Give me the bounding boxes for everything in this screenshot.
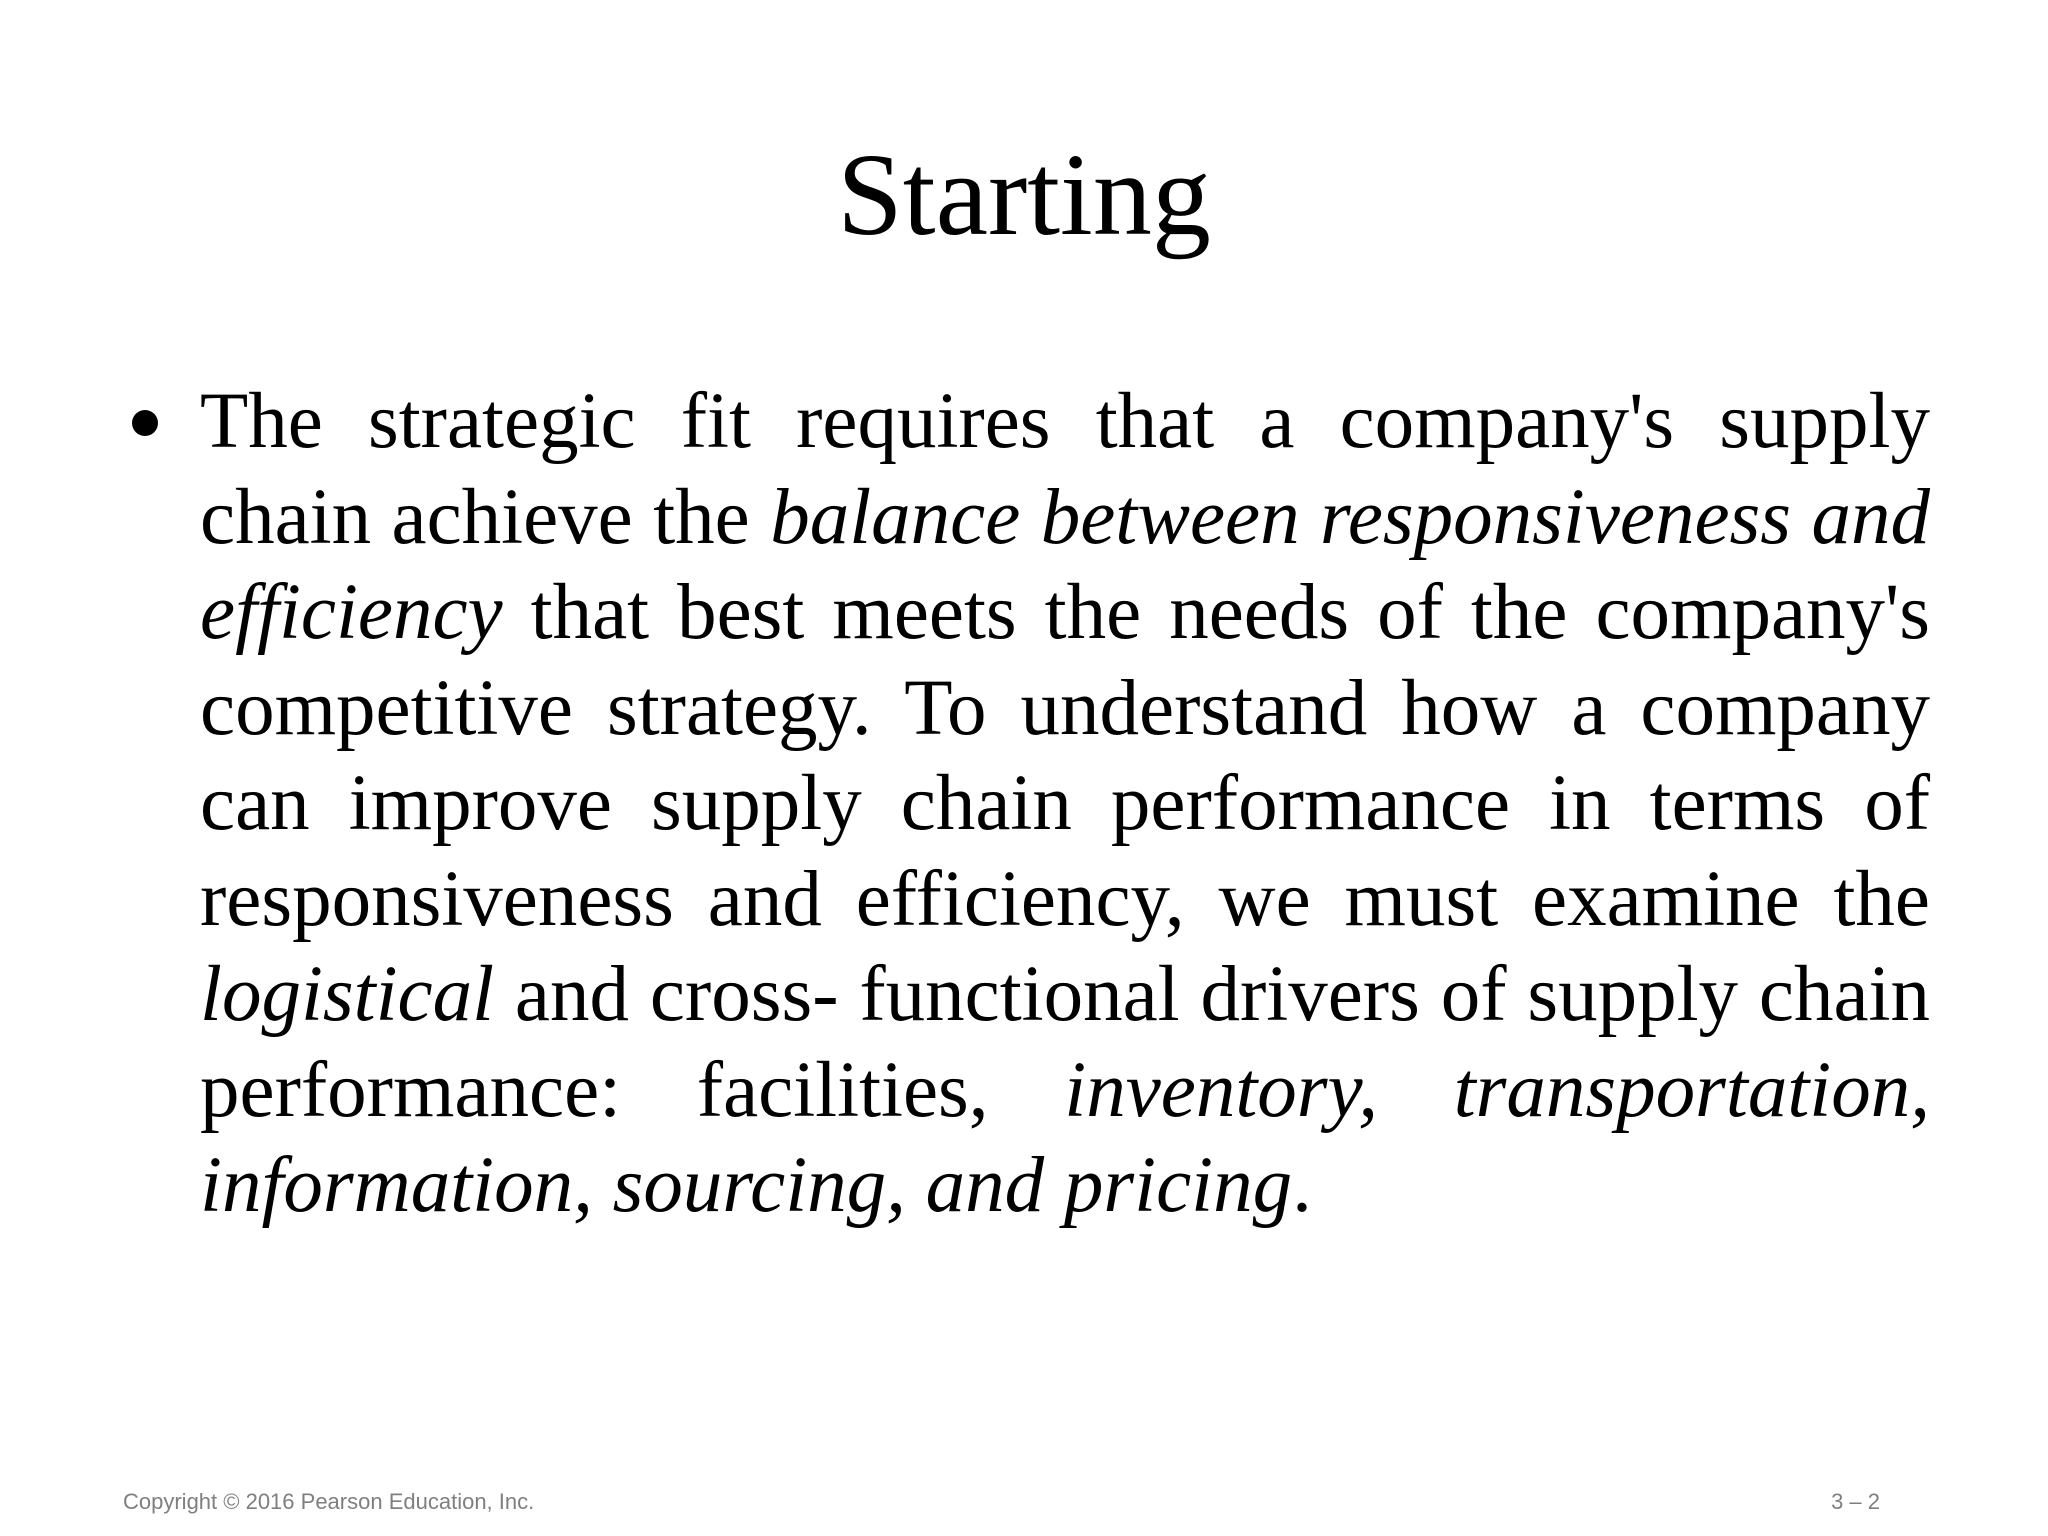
bullet-text-segment: and cross- functional drivers of supply chain performance: facilities, (200, 951, 1930, 1134)
bullet-dot-icon (132, 410, 158, 436)
bullet-text-segment: The strategic fit requires that a company's supply chain achieve the (200, 378, 1930, 561)
bullet-italic-segment: logistical (200, 951, 495, 1038)
copyright-footer: Copyright © 2016 Pearson Education, Inc. (123, 1489, 535, 1514)
bullet-list (120, 374, 1930, 1234)
bullet-italic-segment: inventory, transportation, information, sourcing, and pricing (200, 1046, 1930, 1229)
page-number: 3 – 2 (1831, 1489, 1880, 1514)
slide-title: Starting (837, 129, 1211, 260)
bullet-italic-segment: balance between responsiveness and efficiency (200, 473, 1931, 656)
bullet-text-segment: that best meets the needs of the company's competitive strategy. To understand how a company can improve supply chain performance in terms of responsiveness and efficiency, we must examine the (200, 569, 1930, 943)
bullet-item (120, 374, 1930, 1234)
bullet-text-segment: . (1292, 1142, 1312, 1229)
